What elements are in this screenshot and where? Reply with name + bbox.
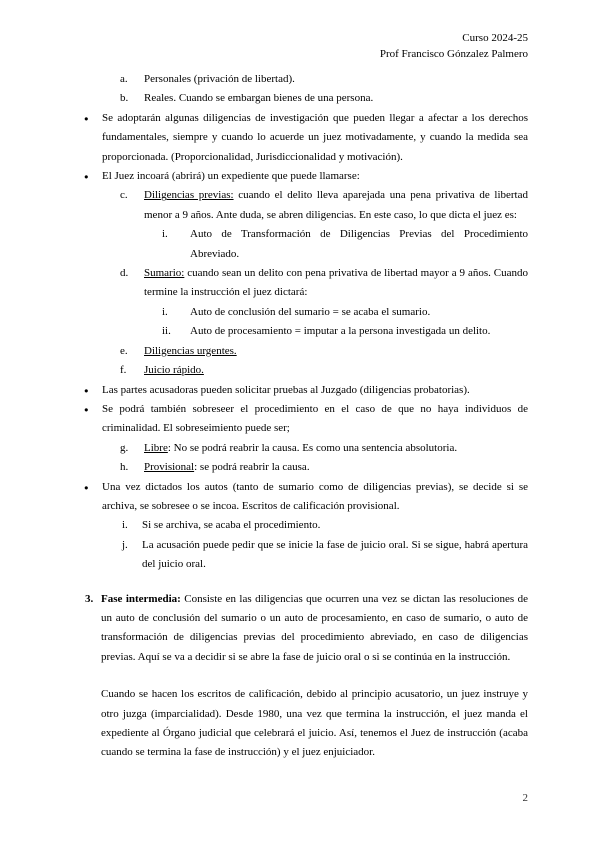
- list-item-i: [0, 303, 600, 322]
- item-text: Diligencias previas: cuando el delito lleva aparejada una pena privativa de libertad menor a 9 años. Ante duda, se abren diligencias. En este caso, lo que dicta el juez es:: [144, 189, 528, 221]
- item-text: Si se archiva, se acaba el procedimiento.: [142, 519, 321, 532]
- bullet-item: [0, 478, 600, 517]
- list-marker: i.: [122, 519, 128, 532]
- list-item-ii: [0, 322, 600, 341]
- item-text: Sumario: cuando sean un delito con pena privativa de libertad mayor a 9 años. Cuando termine la instrucción el juez dictará:: [144, 267, 528, 299]
- list-marker: d.: [120, 267, 129, 280]
- list-marker: j.: [122, 538, 128, 551]
- list-item-i: [0, 516, 600, 535]
- item-text: Personales (privación de libertad).: [144, 73, 295, 85]
- item-text: Reales. Cuando se embargan bienes de una persona.: [144, 92, 374, 105]
- item-text: Juicio rápido.: [144, 364, 204, 377]
- list-item-e: [0, 342, 600, 361]
- list-item-i: [0, 225, 600, 264]
- item-text: Cuando se hacen los escritos de calificación, debido al principio acusatorio, un juez instruye y otro juzga (imparcialidad). Desde 1980, una vez que termina la instrucción, el juez manda el expediente al Órgano judicial que celebrará el juicio. Así, tenemos el Juez de instrucción (acaba cuando se termina la fase de instrucción) y el juez enjuiciador.: [101, 688, 528, 759]
- paragraph: [0, 685, 600, 763]
- bullet-icon: ●: [84, 385, 89, 395]
- list-item-d: [0, 264, 600, 303]
- list-marker: 3.: [85, 592, 94, 605]
- item-text: Auto de Transformación de Diligencias Previas del Procedimiento Abreviado.: [190, 228, 528, 260]
- bullet-item: [0, 381, 600, 400]
- page-header: [72, 30, 528, 62]
- item-text: Diligencias urgentes.: [144, 344, 237, 357]
- list-marker: a.: [120, 73, 128, 85]
- item-text: Se adoptarán algunas diligencias de investigación que pueden llegar a afectar a los derechos fundamentales, siempre y cuando lo acuerde un juez motivadamente, y cuando la medida sea proporcionada. (Proporcionalidad, Jurisdiccionalidad y motivación).: [102, 111, 528, 163]
- header-professor: Prof Francisco Gónzalez Palmero: [379, 48, 528, 60]
- item-text: Auto de procesamiento = imputar a la persona investigada un delito.: [190, 325, 491, 338]
- list-marker: ii.: [162, 325, 171, 338]
- list-item-j: [0, 536, 600, 575]
- list-marker: h.: [120, 461, 129, 474]
- bullet-item: [0, 109, 600, 167]
- numbered-item-3: [0, 590, 600, 668]
- page-number: 2: [522, 792, 528, 804]
- document-body: [0, 70, 600, 763]
- item-text: Las partes acusadoras pueden solicitar pruebas al Juzgado (diligencias probatorias).: [102, 383, 470, 396]
- list-marker: i.: [162, 228, 168, 241]
- item-text: Fase intermedia: Consiste en las diligencias que ocurren una vez se dictan las resoluciones de un auto de conclusión del sumario o un auto de procesamiento, en caso de sumario, o auto de transformación de diligencias previas del procedimiento abreviado, en caso de diligencias previas. Aquí se va a decidir si se abre la fase de juicio oral o si se continúa en la instrucción.: [101, 592, 528, 663]
- item-text: Una vez dictados los autos (tanto de sumario como de diligencias previas), se decide si se archiva, se sobresee o se incoa. Escritos de calificación provisional.: [102, 480, 528, 512]
- list-marker: f.: [120, 364, 127, 377]
- bullet-icon: ●: [84, 404, 89, 414]
- header-course: Curso 2024-25: [462, 32, 528, 44]
- list-marker: g.: [120, 441, 129, 454]
- list-item-b: [0, 89, 600, 108]
- list-item-f: [0, 361, 600, 380]
- list-item-g: [0, 439, 600, 458]
- bullet-icon: ●: [84, 113, 89, 123]
- bullet-icon: ●: [84, 482, 89, 492]
- bullet-icon: ●: [84, 172, 89, 182]
- list-marker: e.: [120, 344, 128, 357]
- list-item-c: [0, 186, 600, 225]
- list-item-h: [0, 458, 600, 477]
- list-marker: c.: [120, 189, 128, 202]
- item-text: El Juez incoará (abrirá) un expediente que puede llamarse:: [102, 170, 360, 183]
- list-marker: i.: [162, 305, 168, 318]
- item-text: Se podrá también sobreseer el procedimiento en el caso de que no haya individuos de criminalidad. El sobreseimiento puede ser;: [102, 402, 528, 435]
- item-text: Libre: No se podrá reabrir la causa. Es como una sentencia absolutoria.: [144, 441, 458, 454]
- bullet-item: [0, 167, 600, 186]
- item-text: La acusación puede pedir que se inicie la fase de juicio oral. Si se sigue, habrá apertura del juicio oral.: [142, 538, 528, 571]
- item-text: Provisional: se podrá reabrir la causa.: [144, 461, 310, 474]
- list-marker: b.: [120, 92, 129, 105]
- bullet-item: [0, 400, 600, 439]
- list-item-a: [0, 70, 600, 89]
- item-text: Auto de conclusión del sumario = se acaba el sumario.: [190, 305, 431, 318]
